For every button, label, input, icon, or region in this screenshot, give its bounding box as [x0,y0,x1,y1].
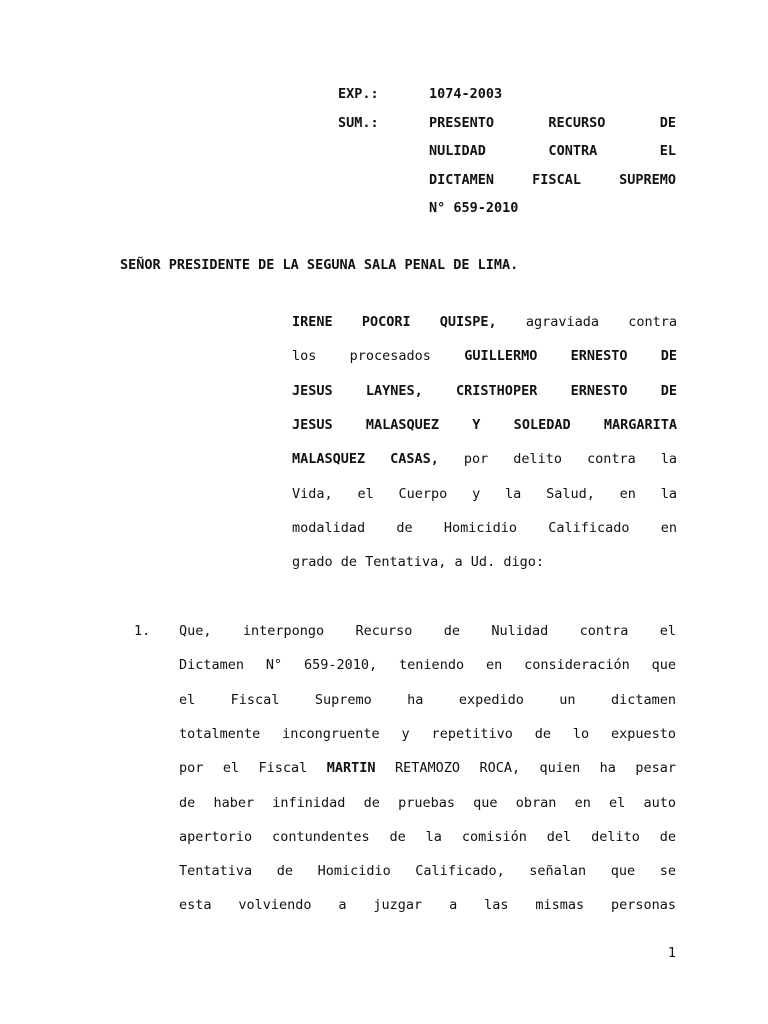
exp-value: 1074-2003 [429,86,503,102]
text-line [292,520,677,536]
bold-text: GUILLERMO ERNESTO DE [464,348,677,365]
text-run: por delito contra la [438,451,678,468]
text-line [292,451,677,467]
exp-label: EXP.: [338,86,379,102]
text-run: Tentativa de Homicidio Calificado, señalan que se [179,863,676,880]
bold-text: JESUS MALASQUEZ Y SOLEDAD MARGARITA [292,416,677,433]
text-line [179,897,676,913]
sum-line: DICTAMEN FISCAL SUPREMO [429,172,676,188]
text-run: RETAMOZO ROCA, quien ha pesar [375,760,676,777]
text-run: el Fiscal Supremo ha expedido un dictamen [179,691,676,708]
text-run: Vida, el Cuerpo y la Salud, en la [292,485,677,502]
text-run: por el Fiscal [179,760,327,777]
text-line [292,348,677,364]
bold-text: MALASQUEZ CASAS, [292,451,439,468]
bold-text: IRENE POCORI QUISPE, [292,314,497,330]
text-line [179,829,676,845]
text-line [292,383,677,399]
sum-line: PRESENTO RECURSO DE [429,115,676,131]
text-run: de haber infinidad de pruebas que obran en el auto [179,794,676,811]
text-line [179,760,676,776]
text-line [179,692,676,708]
text-line [292,314,677,330]
text-line [179,657,676,673]
item-number: 1. [134,623,151,639]
text-run: apertorio contundentes de la comisión del delito de [179,828,676,845]
text-run: Que, interpongo Recurso de Nulidad contra el [179,623,676,639]
text-line [179,623,676,639]
text-line [292,486,677,502]
text-run: modalidad de Homicidio Calificado en [292,519,677,536]
text-line [179,795,676,811]
text-line [292,417,677,433]
text-line [292,554,677,570]
text-run: agraviada contra [496,314,677,330]
page-number: 1 [667,945,676,961]
sum-line: NULIDAD CONTRA EL [429,143,676,159]
text-run: grado de Tentativa, a Ud. digo: [292,554,544,571]
text-run: los procesados [292,348,465,365]
text-line [179,863,676,879]
addressee: SEÑOR PRESIDENTE DE LA SEGUNA SALA PENAL DE LIMA. [120,257,519,273]
text-run: esta volviendo a juzgar a las mismas personas [179,897,676,914]
sum-label: SUM.: [338,115,379,131]
bold-text: MARTIN [326,760,376,777]
text-line [179,726,676,742]
text-run: totalmente incongruente y repetitivo de lo expuesto [179,725,676,742]
bold-text: JESUS LAYNES, CRISTHOPER ERNESTO DE [292,382,677,399]
sum-line: N° 659-2010 [429,200,519,216]
text-run: Dictamen N° 659-2010, teniendo en consideración que [179,657,676,674]
